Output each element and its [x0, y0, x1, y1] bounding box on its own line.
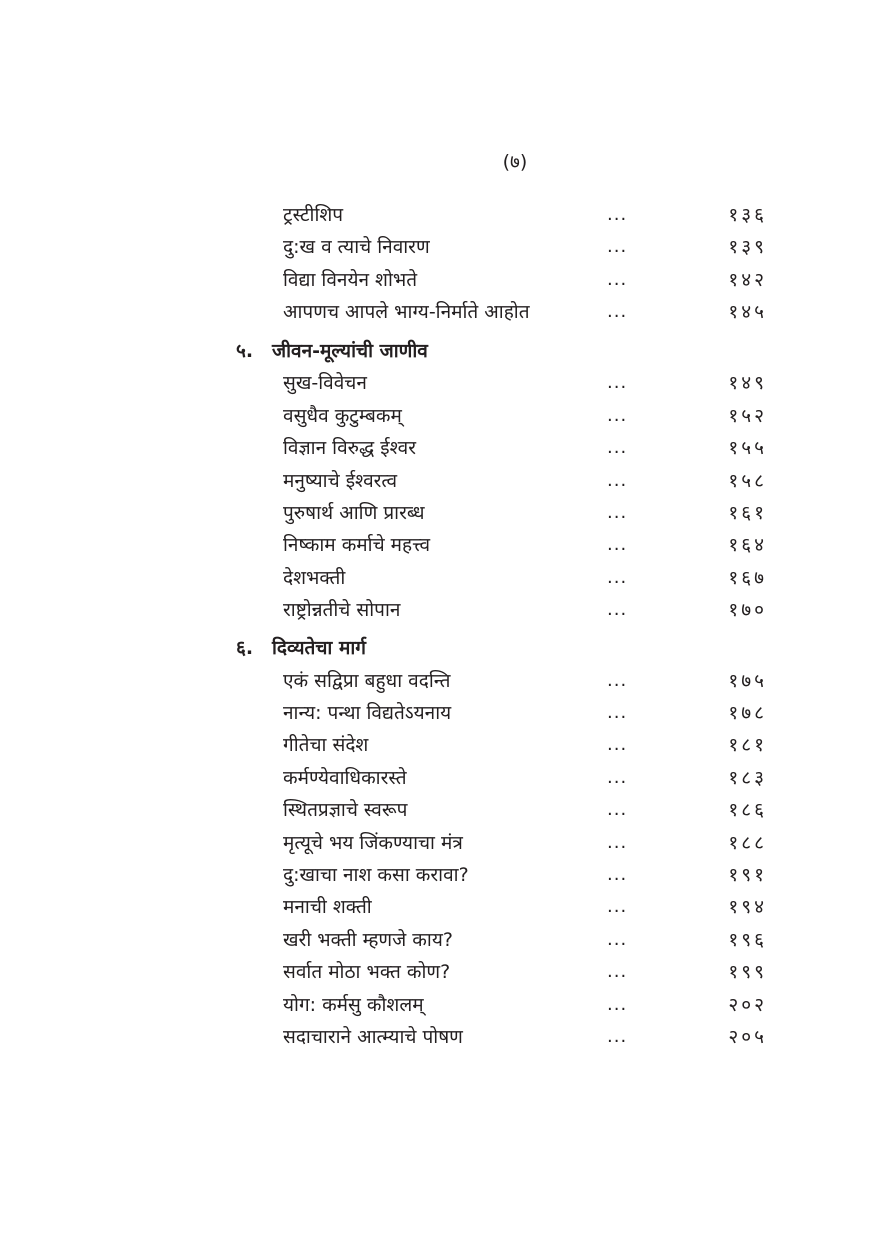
entry-leader: ...	[607, 702, 628, 723]
entry-leader: ...	[607, 864, 628, 885]
entry-page-number: १७८	[728, 702, 767, 724]
entry-leader: ...	[607, 236, 628, 257]
entry-leader: ...	[607, 567, 628, 588]
toc-entry	[0, 466, 875, 496]
entry-page-number: १६१	[728, 502, 767, 524]
entry-leader: ...	[607, 1026, 628, 1047]
entry-page-number: १५२	[728, 405, 767, 427]
entry-page-number: १५८	[728, 470, 767, 492]
entry-title: मनुष्याचे ईश्वरत्व	[283, 470, 398, 492]
entry-title: आपणच आपले भाग्य-निर्माते आहोत	[283, 301, 530, 323]
toc-entry	[0, 828, 875, 858]
section-heading	[0, 336, 875, 366]
toc-entry	[0, 730, 875, 760]
entry-title: खरी भक्ती म्हणजे काय?	[283, 929, 453, 951]
toc-entry	[0, 401, 875, 431]
entry-page-number: १९१	[728, 864, 767, 886]
entry-page-number: १८१	[728, 734, 767, 756]
entry-title: गीतेचा संदेश	[283, 734, 369, 756]
entry-leader: ...	[607, 832, 628, 853]
entry-leader: ...	[607, 437, 628, 458]
entry-page-number: १६४	[728, 534, 767, 556]
entry-title: सुख-विवेचन	[283, 372, 367, 394]
entry-leader: ...	[607, 269, 628, 290]
toc-entry	[0, 265, 875, 295]
toc-entry	[0, 1022, 875, 1052]
entry-title: योग: कर्मसु कौशलम्	[283, 994, 424, 1016]
entry-page-number: १९९	[728, 961, 767, 983]
toc-entry	[0, 433, 875, 463]
entry-page-number: १३६	[728, 204, 767, 226]
entry-leader: ...	[607, 670, 628, 691]
toc-entry	[0, 925, 875, 955]
entry-title: विज्ञान विरुद्ध ईश्वर	[283, 437, 416, 459]
toc-entry	[0, 795, 875, 825]
entry-leader: ...	[607, 534, 628, 555]
entry-page-number: २०५	[728, 1026, 767, 1048]
toc-entry	[0, 860, 875, 890]
entry-leader: ...	[607, 204, 628, 225]
page-number: (७)	[502, 151, 528, 173]
toc-entry	[0, 990, 875, 1020]
entry-leader: ...	[607, 896, 628, 917]
entry-title: विद्या विनयेन शोभते	[283, 269, 418, 291]
section-heading	[0, 633, 875, 663]
entry-title: पुरुषार्थ आणि प्रारब्ध	[283, 502, 425, 524]
entry-leader: ...	[607, 405, 628, 426]
entry-title: देशभक्ती	[283, 567, 346, 589]
entry-page-number: १४९	[728, 372, 767, 394]
entry-leader: ...	[607, 734, 628, 755]
toc-entry	[0, 666, 875, 696]
toc-entry	[0, 763, 875, 793]
entry-page-number: १३९	[728, 236, 767, 258]
entry-page-number: १८६	[728, 799, 767, 821]
toc-entry	[0, 563, 875, 593]
toc-entry	[0, 892, 875, 922]
section-number: ५.	[236, 340, 254, 362]
toc-entry	[0, 595, 875, 625]
entry-title: दु:खाचा नाश कसा करावा?	[283, 864, 469, 886]
entry-page-number: १४५	[728, 301, 767, 323]
entry-leader: ...	[607, 372, 628, 393]
entry-title: निष्काम कर्माचे महत्त्व	[283, 534, 431, 556]
entry-page-number: १८८	[728, 832, 767, 854]
entry-leader: ...	[607, 599, 628, 620]
entry-page-number: १८३	[728, 767, 767, 789]
entry-leader: ...	[607, 767, 628, 788]
entry-page-number: १९४	[728, 896, 767, 918]
entry-leader: ...	[607, 502, 628, 523]
entry-title: मृत्यूचे भय जिंकण्याचा मंत्र	[283, 832, 463, 854]
entry-page-number: १७०	[728, 599, 767, 621]
toc-entry	[0, 530, 875, 560]
entry-title: सदाचाराने आत्म्याचे पोषण	[283, 1026, 463, 1048]
entry-leader: ...	[607, 470, 628, 491]
toc-entry	[0, 698, 875, 728]
entry-title: नान्य: पन्था विद्यतेऽयनाय	[283, 702, 452, 724]
entry-leader: ...	[607, 799, 628, 820]
entry-page-number: १७५	[728, 670, 767, 692]
entry-leader: ...	[607, 961, 628, 982]
section-title: दिव्यतेचा मार्ग	[272, 637, 366, 659]
entry-page-number: १४२	[728, 269, 767, 291]
entry-title: कर्मण्येवाधिकारस्ते	[283, 767, 407, 789]
toc-entry	[0, 200, 875, 230]
entry-title: दु:ख व त्याचे निवारण	[283, 236, 430, 258]
entry-title: राष्ट्रोन्नतीचे सोपान	[283, 599, 401, 621]
entry-leader: ...	[607, 301, 628, 322]
entry-title: वसुधैव कुटुम्बकम्	[283, 405, 402, 427]
entry-title: एकं सद्विप्रा बहुधा वदन्ति	[283, 670, 451, 692]
entry-title: ट्रस्टीशिप	[283, 204, 344, 226]
toc-entry	[0, 297, 875, 327]
entry-page-number: १५५	[728, 437, 767, 459]
entry-title: मनाची शक्ती	[283, 896, 372, 918]
entry-page-number: १९६	[728, 929, 767, 951]
entry-leader: ...	[607, 929, 628, 950]
toc-entry	[0, 498, 875, 528]
toc-entry	[0, 957, 875, 987]
entry-title: सर्वात मोठा भक्त कोण?	[283, 961, 451, 983]
entry-leader: ...	[607, 994, 628, 1015]
section-number: ६.	[236, 637, 254, 659]
toc-entry	[0, 368, 875, 398]
section-title: जीवन-मूल्यांची जाणीव	[272, 340, 428, 362]
entry-title: स्थितप्रज्ञाचे स्वरूप	[283, 799, 408, 821]
entry-page-number: १६७	[728, 567, 767, 589]
entry-page-number: २०२	[728, 994, 767, 1016]
toc-entry	[0, 232, 875, 262]
